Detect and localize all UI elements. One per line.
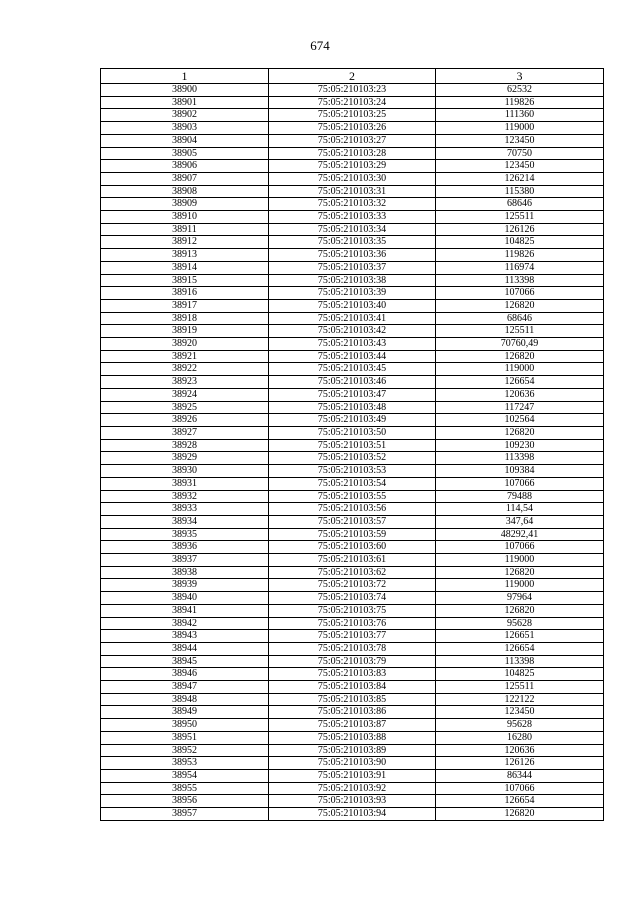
cadastral-number-cell: 75:05:210103:84 bbox=[269, 681, 436, 694]
value-cell: 126820 bbox=[436, 299, 604, 312]
table-row bbox=[101, 172, 604, 185]
table-row bbox=[101, 426, 604, 439]
table-row bbox=[101, 401, 604, 414]
cadastral-number-cell: 75:05:210103:54 bbox=[269, 477, 436, 490]
table-row bbox=[101, 338, 604, 351]
table-row bbox=[101, 795, 604, 808]
row-number-cell: 38926 bbox=[101, 414, 269, 427]
table-row bbox=[101, 477, 604, 490]
table-row bbox=[101, 655, 604, 668]
cadastral-number-cell: 75:05:210103:62 bbox=[269, 566, 436, 579]
table-row bbox=[101, 109, 604, 122]
value-cell: 104825 bbox=[436, 668, 604, 681]
cadastral-number-cell: 75:05:210103:94 bbox=[269, 808, 436, 821]
page-number: 674 bbox=[310, 38, 330, 53]
table-row bbox=[101, 630, 604, 643]
value-cell: 70750 bbox=[436, 147, 604, 160]
table-row bbox=[101, 147, 604, 160]
value-cell: 126126 bbox=[436, 757, 604, 770]
value-cell: 117247 bbox=[436, 401, 604, 414]
value-cell: 95628 bbox=[436, 719, 604, 732]
cadastral-number-cell: 75:05:210103:33 bbox=[269, 211, 436, 224]
cadastral-number-cell: 75:05:210103:51 bbox=[269, 439, 436, 452]
row-number-cell: 38953 bbox=[101, 757, 269, 770]
value-cell: 125511 bbox=[436, 325, 604, 338]
value-cell: 113398 bbox=[436, 274, 604, 287]
row-number-cell: 38932 bbox=[101, 490, 269, 503]
row-number-cell: 38914 bbox=[101, 261, 269, 274]
data-table bbox=[100, 68, 604, 821]
row-number-cell: 38927 bbox=[101, 426, 269, 439]
row-number-cell: 38947 bbox=[101, 681, 269, 694]
value-cell: 95628 bbox=[436, 617, 604, 630]
cadastral-number-cell: 75:05:210103:29 bbox=[269, 160, 436, 173]
table-row bbox=[101, 439, 604, 452]
table-row bbox=[101, 376, 604, 389]
cadastral-number-cell: 75:05:210103:53 bbox=[269, 465, 436, 478]
cadastral-number-cell: 75:05:210103:85 bbox=[269, 693, 436, 706]
table-header-row bbox=[101, 69, 604, 84]
cadastral-number-cell: 75:05:210103:76 bbox=[269, 617, 436, 630]
value-cell: 114,54 bbox=[436, 503, 604, 516]
table-row bbox=[101, 274, 604, 287]
value-cell: 107066 bbox=[436, 541, 604, 554]
cadastral-number-cell: 75:05:210103:46 bbox=[269, 376, 436, 389]
value-cell: 86344 bbox=[436, 769, 604, 782]
cadastral-number-cell: 75:05:210103:42 bbox=[269, 325, 436, 338]
cadastral-number-cell: 75:05:210103:93 bbox=[269, 795, 436, 808]
cadastral-number-cell: 75:05:210103:55 bbox=[269, 490, 436, 503]
table-row bbox=[101, 719, 604, 732]
table-row bbox=[101, 287, 604, 300]
table-row bbox=[101, 579, 604, 592]
table-row bbox=[101, 122, 604, 135]
value-cell: 347,64 bbox=[436, 515, 604, 528]
row-number-cell: 38923 bbox=[101, 376, 269, 389]
cadastral-number-cell: 75:05:210103:39 bbox=[269, 287, 436, 300]
cadastral-number-cell: 75:05:210103:25 bbox=[269, 109, 436, 122]
value-cell: 122122 bbox=[436, 693, 604, 706]
table-row bbox=[101, 642, 604, 655]
table-row bbox=[101, 350, 604, 363]
row-number-cell: 38901 bbox=[101, 96, 269, 109]
table-row bbox=[101, 490, 604, 503]
value-cell: 119000 bbox=[436, 579, 604, 592]
cadastral-number-cell: 75:05:210103:36 bbox=[269, 249, 436, 262]
row-number-cell: 38955 bbox=[101, 782, 269, 795]
cadastral-number-cell: 75:05:210103:35 bbox=[269, 236, 436, 249]
cadastral-number-cell: 75:05:210103:88 bbox=[269, 731, 436, 744]
row-number-cell: 38922 bbox=[101, 363, 269, 376]
value-cell: 126654 bbox=[436, 795, 604, 808]
value-cell: 119000 bbox=[436, 122, 604, 135]
table-row bbox=[101, 731, 604, 744]
table-row bbox=[101, 693, 604, 706]
cadastral-number-cell: 75:05:210103:56 bbox=[269, 503, 436, 516]
table-body bbox=[101, 84, 604, 821]
cadastral-number-cell: 75:05:210103:90 bbox=[269, 757, 436, 770]
value-cell: 126820 bbox=[436, 426, 604, 439]
table-row bbox=[101, 465, 604, 478]
cadastral-number-cell: 75:05:210103:34 bbox=[269, 223, 436, 236]
value-cell: 123450 bbox=[436, 706, 604, 719]
table-row bbox=[101, 236, 604, 249]
table-row bbox=[101, 528, 604, 541]
value-cell: 70760,49 bbox=[436, 338, 604, 351]
value-cell: 126214 bbox=[436, 172, 604, 185]
table-row bbox=[101, 706, 604, 719]
table-row bbox=[101, 541, 604, 554]
row-number-cell: 38908 bbox=[101, 185, 269, 198]
table-row bbox=[101, 503, 604, 516]
value-cell: 126820 bbox=[436, 350, 604, 363]
cadastral-number-cell: 75:05:210103:44 bbox=[269, 350, 436, 363]
cadastral-number-cell: 75:05:210103:38 bbox=[269, 274, 436, 287]
value-cell: 104825 bbox=[436, 236, 604, 249]
value-cell: 116974 bbox=[436, 261, 604, 274]
row-number-cell: 38900 bbox=[101, 84, 269, 97]
value-cell: 126820 bbox=[436, 566, 604, 579]
cadastral-number-cell: 75:05:210103:43 bbox=[269, 338, 436, 351]
row-number-cell: 38917 bbox=[101, 299, 269, 312]
value-cell: 125511 bbox=[436, 211, 604, 224]
cadastral-number-cell: 75:05:210103:83 bbox=[269, 668, 436, 681]
column-header-3: 3 bbox=[436, 69, 604, 84]
row-number-cell: 38943 bbox=[101, 630, 269, 643]
row-number-cell: 38905 bbox=[101, 147, 269, 160]
table-row bbox=[101, 452, 604, 465]
row-number-cell: 38910 bbox=[101, 211, 269, 224]
value-cell: 16280 bbox=[436, 731, 604, 744]
row-number-cell: 38936 bbox=[101, 541, 269, 554]
cadastral-number-cell: 75:05:210103:72 bbox=[269, 579, 436, 592]
cadastral-number-cell: 75:05:210103:48 bbox=[269, 401, 436, 414]
row-number-cell: 38933 bbox=[101, 503, 269, 516]
table-row bbox=[101, 617, 604, 630]
value-cell: 109384 bbox=[436, 465, 604, 478]
value-cell: 115380 bbox=[436, 185, 604, 198]
cadastral-number-cell: 75:05:210103:79 bbox=[269, 655, 436, 668]
row-number-cell: 38906 bbox=[101, 160, 269, 173]
value-cell: 68646 bbox=[436, 312, 604, 325]
row-number-cell: 38903 bbox=[101, 122, 269, 135]
cadastral-number-cell: 75:05:210103:24 bbox=[269, 96, 436, 109]
value-cell: 120636 bbox=[436, 744, 604, 757]
cadastral-number-cell: 75:05:210103:31 bbox=[269, 185, 436, 198]
table-row bbox=[101, 414, 604, 427]
cadastral-number-cell: 75:05:210103:32 bbox=[269, 198, 436, 211]
cadastral-number-cell: 75:05:210103:40 bbox=[269, 299, 436, 312]
row-number-cell: 38945 bbox=[101, 655, 269, 668]
value-cell: 126654 bbox=[436, 642, 604, 655]
row-number-cell: 38940 bbox=[101, 592, 269, 605]
value-cell: 119000 bbox=[436, 554, 604, 567]
cadastral-number-cell: 75:05:210103:60 bbox=[269, 541, 436, 554]
value-cell: 123450 bbox=[436, 134, 604, 147]
row-number-cell: 38907 bbox=[101, 172, 269, 185]
value-cell: 107066 bbox=[436, 477, 604, 490]
row-number-cell: 38948 bbox=[101, 693, 269, 706]
row-number-cell: 38909 bbox=[101, 198, 269, 211]
row-number-cell: 38921 bbox=[101, 350, 269, 363]
table-row bbox=[101, 744, 604, 757]
value-cell: 126126 bbox=[436, 223, 604, 236]
row-number-cell: 38915 bbox=[101, 274, 269, 287]
value-cell: 119826 bbox=[436, 249, 604, 262]
cadastral-number-cell: 75:05:210103:30 bbox=[269, 172, 436, 185]
row-number-cell: 38935 bbox=[101, 528, 269, 541]
table-row bbox=[101, 566, 604, 579]
value-cell: 68646 bbox=[436, 198, 604, 211]
value-cell: 126820 bbox=[436, 604, 604, 617]
table-row bbox=[101, 223, 604, 236]
table-row bbox=[101, 681, 604, 694]
cadastral-number-cell: 75:05:210103:49 bbox=[269, 414, 436, 427]
value-cell: 126654 bbox=[436, 376, 604, 389]
cadastral-number-cell: 75:05:210103:26 bbox=[269, 122, 436, 135]
cadastral-number-cell: 75:05:210103:41 bbox=[269, 312, 436, 325]
cadastral-number-cell: 75:05:210103:27 bbox=[269, 134, 436, 147]
cadastral-number-cell: 75:05:210103:45 bbox=[269, 363, 436, 376]
row-number-cell: 38950 bbox=[101, 719, 269, 732]
row-number-cell: 38954 bbox=[101, 769, 269, 782]
row-number-cell: 38930 bbox=[101, 465, 269, 478]
value-cell: 119000 bbox=[436, 363, 604, 376]
column-header-2: 2 bbox=[269, 69, 436, 84]
value-cell: 102564 bbox=[436, 414, 604, 427]
table-row bbox=[101, 325, 604, 338]
table-row bbox=[101, 299, 604, 312]
row-number-cell: 38925 bbox=[101, 401, 269, 414]
row-number-cell: 38918 bbox=[101, 312, 269, 325]
cadastral-number-cell: 75:05:210103:74 bbox=[269, 592, 436, 605]
value-cell: 79488 bbox=[436, 490, 604, 503]
row-number-cell: 38916 bbox=[101, 287, 269, 300]
table-row bbox=[101, 592, 604, 605]
table-row bbox=[101, 604, 604, 617]
value-cell: 113398 bbox=[436, 655, 604, 668]
cadastral-number-cell: 75:05:210103:23 bbox=[269, 84, 436, 97]
table-row bbox=[101, 134, 604, 147]
value-cell: 119826 bbox=[436, 96, 604, 109]
table-row bbox=[101, 388, 604, 401]
row-number-cell: 38929 bbox=[101, 452, 269, 465]
cadastral-number-cell: 75:05:210103:75 bbox=[269, 604, 436, 617]
row-number-cell: 38944 bbox=[101, 642, 269, 655]
table-row bbox=[101, 668, 604, 681]
cadastral-number-cell: 75:05:210103:57 bbox=[269, 515, 436, 528]
row-number-cell: 38941 bbox=[101, 604, 269, 617]
row-number-cell: 38951 bbox=[101, 731, 269, 744]
cadastral-number-cell: 75:05:210103:86 bbox=[269, 706, 436, 719]
value-cell: 125511 bbox=[436, 681, 604, 694]
cadastral-number-cell: 75:05:210103:78 bbox=[269, 642, 436, 655]
value-cell: 126651 bbox=[436, 630, 604, 643]
value-cell: 107066 bbox=[436, 287, 604, 300]
row-number-cell: 38957 bbox=[101, 808, 269, 821]
cadastral-number-cell: 75:05:210103:61 bbox=[269, 554, 436, 567]
row-number-cell: 38946 bbox=[101, 668, 269, 681]
cadastral-number-cell: 75:05:210103:50 bbox=[269, 426, 436, 439]
value-cell: 111360 bbox=[436, 109, 604, 122]
row-number-cell: 38911 bbox=[101, 223, 269, 236]
cadastral-number-cell: 75:05:210103:47 bbox=[269, 388, 436, 401]
table-row bbox=[101, 261, 604, 274]
value-cell: 120636 bbox=[436, 388, 604, 401]
cadastral-number-cell: 75:05:210103:91 bbox=[269, 769, 436, 782]
cadastral-number-cell: 75:05:210103:52 bbox=[269, 452, 436, 465]
cadastral-number-cell: 75:05:210103:87 bbox=[269, 719, 436, 732]
table-row bbox=[101, 312, 604, 325]
row-number-cell: 38920 bbox=[101, 338, 269, 351]
row-number-cell: 38937 bbox=[101, 554, 269, 567]
row-number-cell: 38956 bbox=[101, 795, 269, 808]
table-row bbox=[101, 363, 604, 376]
row-number-cell: 38904 bbox=[101, 134, 269, 147]
row-number-cell: 38934 bbox=[101, 515, 269, 528]
table-row bbox=[101, 515, 604, 528]
column-header-1: 1 bbox=[101, 69, 269, 84]
row-number-cell: 38942 bbox=[101, 617, 269, 630]
row-number-cell: 38913 bbox=[101, 249, 269, 262]
row-number-cell: 38938 bbox=[101, 566, 269, 579]
table-row bbox=[101, 554, 604, 567]
cadastral-number-cell: 75:05:210103:92 bbox=[269, 782, 436, 795]
table-row bbox=[101, 96, 604, 109]
table-row bbox=[101, 185, 604, 198]
row-number-cell: 38924 bbox=[101, 388, 269, 401]
cadastral-number-cell: 75:05:210103:77 bbox=[269, 630, 436, 643]
value-cell: 123450 bbox=[436, 160, 604, 173]
row-number-cell: 38928 bbox=[101, 439, 269, 452]
table-row bbox=[101, 249, 604, 262]
row-number-cell: 38931 bbox=[101, 477, 269, 490]
table-row bbox=[101, 160, 604, 173]
value-cell: 97964 bbox=[436, 592, 604, 605]
value-cell: 126820 bbox=[436, 808, 604, 821]
value-cell: 109230 bbox=[436, 439, 604, 452]
row-number-cell: 38949 bbox=[101, 706, 269, 719]
table-row bbox=[101, 757, 604, 770]
table-row bbox=[101, 84, 604, 97]
value-cell: 62532 bbox=[436, 84, 604, 97]
row-number-cell: 38939 bbox=[101, 579, 269, 592]
table-row bbox=[101, 198, 604, 211]
cadastral-number-cell: 75:05:210103:28 bbox=[269, 147, 436, 160]
table-row bbox=[101, 808, 604, 821]
table-row bbox=[101, 211, 604, 224]
table-row bbox=[101, 782, 604, 795]
row-number-cell: 38919 bbox=[101, 325, 269, 338]
row-number-cell: 38912 bbox=[101, 236, 269, 249]
table-row bbox=[101, 769, 604, 782]
cadastral-number-cell: 75:05:210103:37 bbox=[269, 261, 436, 274]
value-cell: 48292,41 bbox=[436, 528, 604, 541]
row-number-cell: 38952 bbox=[101, 744, 269, 757]
value-cell: 107066 bbox=[436, 782, 604, 795]
cadastral-number-cell: 75:05:210103:59 bbox=[269, 528, 436, 541]
cadastral-number-cell: 75:05:210103:89 bbox=[269, 744, 436, 757]
row-number-cell: 38902 bbox=[101, 109, 269, 122]
value-cell: 113398 bbox=[436, 452, 604, 465]
